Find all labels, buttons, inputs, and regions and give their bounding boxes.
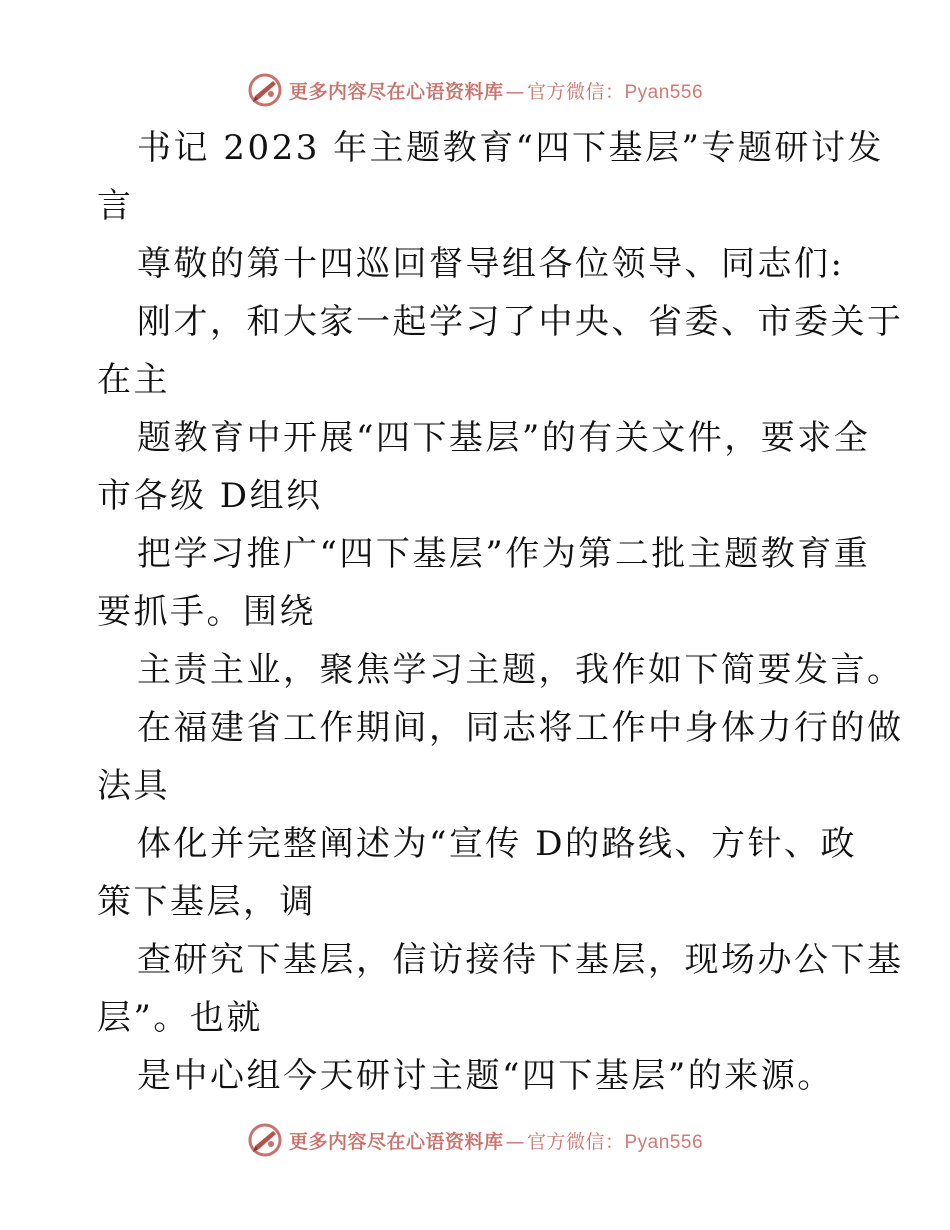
paragraph-line: 策下基层，调 (97, 882, 316, 922)
pen-circle-logo-icon (247, 1122, 283, 1158)
watermark-wechat-id: Pyan556 (624, 81, 704, 103)
watermark-main-text: 更多内容尽在心语资料库 (288, 1130, 504, 1153)
paragraph-line: 法具 (97, 766, 170, 806)
paragraph-line: 要抓手。围绕 (97, 592, 316, 632)
paragraph-line: 主责主业，聚焦学习主题，我作如下简要发言。 (137, 650, 904, 690)
paragraph-line: 在福建省工作期间，同志将工作中身体力行的做 (137, 708, 904, 748)
paragraph-line: 是中心组今天研讨主题“四下基层”的来源。 (137, 1056, 834, 1096)
watermark-separator: — (505, 1130, 525, 1153)
paragraph-line: 市各级 D组织 (97, 476, 323, 516)
watermark-wechat-label: 官方微信： (526, 1130, 625, 1153)
watermark-main-text: 更多内容尽在心语资料库 (288, 80, 504, 103)
document-title-line: 书记 2023 年主题教育“四下基层”专题研讨发 (137, 128, 884, 168)
paragraph-line: 层”。也就 (97, 998, 263, 1038)
watermark-text (289, 77, 703, 104)
watermark-separator: — (505, 80, 525, 103)
watermark-wechat-label: 官方微信： (526, 80, 625, 103)
header-watermark-banner (0, 67, 950, 113)
footer-watermark-banner (0, 1117, 950, 1163)
paragraph-line: 在主 (97, 360, 170, 400)
watermark-text (289, 1127, 703, 1154)
paragraph-line: 题教育中开展“四下基层”的有关文件，要求全 (137, 418, 871, 458)
paragraph-line: 查研究下基层，信访接待下基层，现场办公下基 (137, 940, 904, 980)
paragraph-line: 体化并完整阐述为“宣传 D的路线、方针、政 (137, 824, 857, 864)
watermark-wechat-id: Pyan556 (624, 1131, 704, 1153)
salutation-line: 尊敬的第十四巡回督导组各位领导、同志们: (137, 244, 845, 284)
paragraph-line: 把学习推广“四下基层”作为第二批主题教育重 (137, 534, 871, 574)
pen-circle-logo-icon (247, 72, 283, 108)
document-title-line-continued: 言 (97, 186, 134, 226)
paragraph-line: 刚才，和大家一起学习了中央、省委、市委关于 (137, 302, 904, 342)
